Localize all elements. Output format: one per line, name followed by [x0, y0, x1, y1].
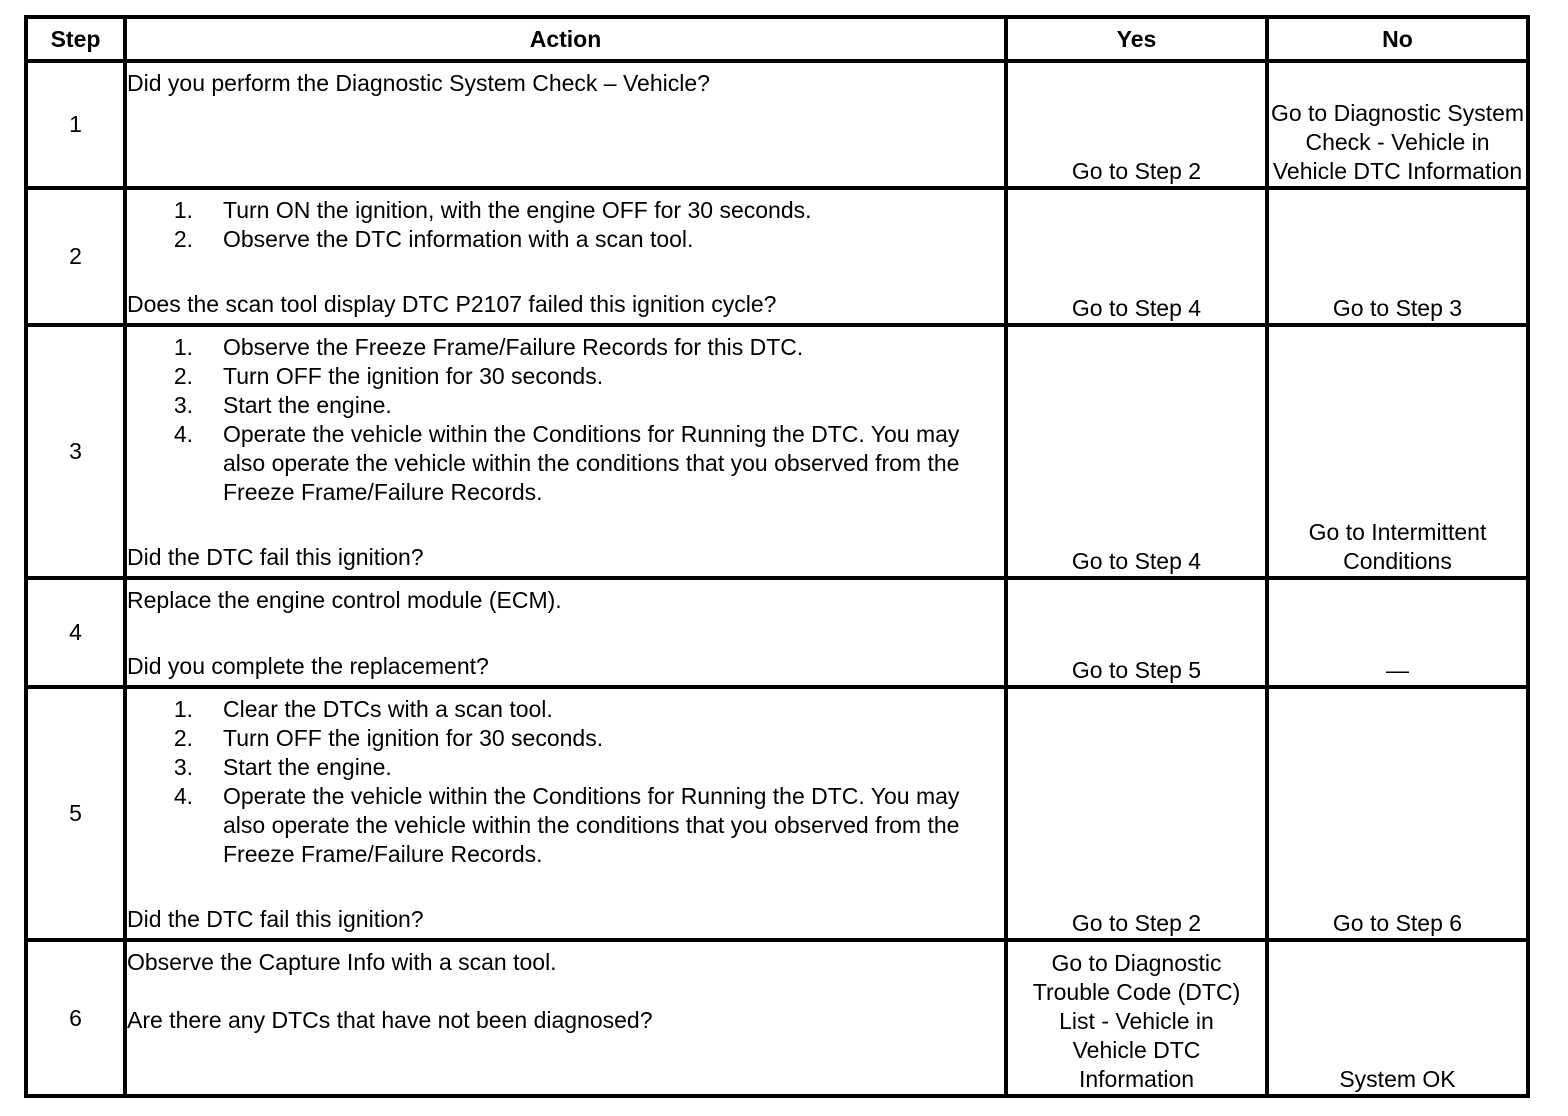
step-number: 2	[26, 188, 125, 325]
header-no: No	[1267, 17, 1528, 61]
action-cell	[125, 940, 1006, 1096]
list-item: 4. Operate the vehicle within the Conditions for Running the DTC. You may also operate the vehicle within the conditions that you observed from the Freeze Frame/Failure Records.	[173, 783, 960, 867]
list-item: 2. Observe the DTC information with a scan tool.	[173, 226, 694, 252]
action-steps	[127, 695, 1004, 869]
yes-cell: Go to Step 5	[1006, 578, 1267, 687]
list-item: 3. Start the engine.	[173, 392, 392, 418]
step-number: 3	[26, 325, 125, 578]
yes-cell: Go to Step 2	[1006, 687, 1267, 940]
action-cell	[125, 687, 1006, 940]
yes-cell: Go to Step 4	[1006, 325, 1267, 578]
list-item: 3. Start the engine.	[173, 754, 392, 780]
header-yes: Yes	[1006, 17, 1267, 61]
table-row-step-2	[26, 188, 1528, 325]
step-number: 6	[26, 940, 125, 1096]
header-step: Step	[26, 17, 125, 61]
step-number: 5	[26, 687, 125, 940]
header-row	[26, 17, 1528, 61]
list-item: 1. Turn ON the ignition, with the engine OFF for 30 seconds.	[173, 197, 812, 223]
action-question: Did you complete the replacement?	[127, 653, 489, 679]
table-row-step-5	[26, 687, 1528, 940]
step-number: 1	[26, 61, 125, 188]
action-cell	[125, 61, 1006, 188]
action-cell	[125, 325, 1006, 578]
diagnostic-table	[24, 15, 1530, 1098]
action-intro: Replace the engine control module (ECM).	[127, 587, 562, 613]
list-item: 1. Clear the DTCs with a scan tool.	[173, 696, 553, 722]
list-item: 2. Turn OFF the ignition for 30 seconds.	[173, 363, 604, 389]
action-steps	[127, 196, 1004, 254]
no-cell: Go to Step 6	[1267, 687, 1528, 940]
header-action: Action	[125, 17, 1006, 61]
no-cell: —	[1267, 578, 1528, 687]
no-cell: Go to Step 3	[1267, 188, 1528, 325]
no-cell: System OK	[1267, 940, 1528, 1096]
table-row-step-1	[26, 61, 1528, 188]
list-item: 2. Turn OFF the ignition for 30 seconds.	[173, 725, 604, 751]
table-row-step-4	[26, 578, 1528, 687]
action-question: Does the scan tool display DTC P2107 failed this ignition cycle?	[127, 291, 777, 317]
table-row-step-6	[26, 940, 1528, 1096]
action-steps	[127, 333, 1004, 507]
action-intro: Did you perform the Diagnostic System Check – Vehicle?	[127, 70, 710, 96]
action-question: Did the DTC fail this ignition?	[127, 544, 424, 570]
yes-cell: Go to Step 2	[1006, 61, 1267, 188]
yes-cell: Go to Diagnostic Trouble Code (DTC) List - Vehicle in Vehicle DTC Information	[1006, 940, 1267, 1096]
action-question: Are there any DTCs that have not been diagnosed?	[127, 1007, 653, 1033]
step-number: 4	[26, 578, 125, 687]
yes-cell: Go to Step 4	[1006, 188, 1267, 325]
no-cell: Go to Diagnostic System Check - Vehicle in Vehicle DTC Information	[1267, 61, 1528, 188]
table-row-step-3	[26, 325, 1528, 578]
action-cell	[125, 578, 1006, 687]
action-cell	[125, 188, 1006, 325]
list-item: 1. Observe the Freeze Frame/Failure Records for this DTC.	[173, 334, 804, 360]
no-cell: Go to Intermittent Conditions	[1267, 325, 1528, 578]
action-intro: Observe the Capture Info with a scan tool.	[127, 949, 557, 975]
action-question: Did the DTC fail this ignition?	[127, 906, 424, 932]
list-item: 4. Operate the vehicle within the Conditions for Running the DTC. You may also operate the vehicle within the conditions that you observed from the Freeze Frame/Failure Records.	[173, 421, 960, 505]
